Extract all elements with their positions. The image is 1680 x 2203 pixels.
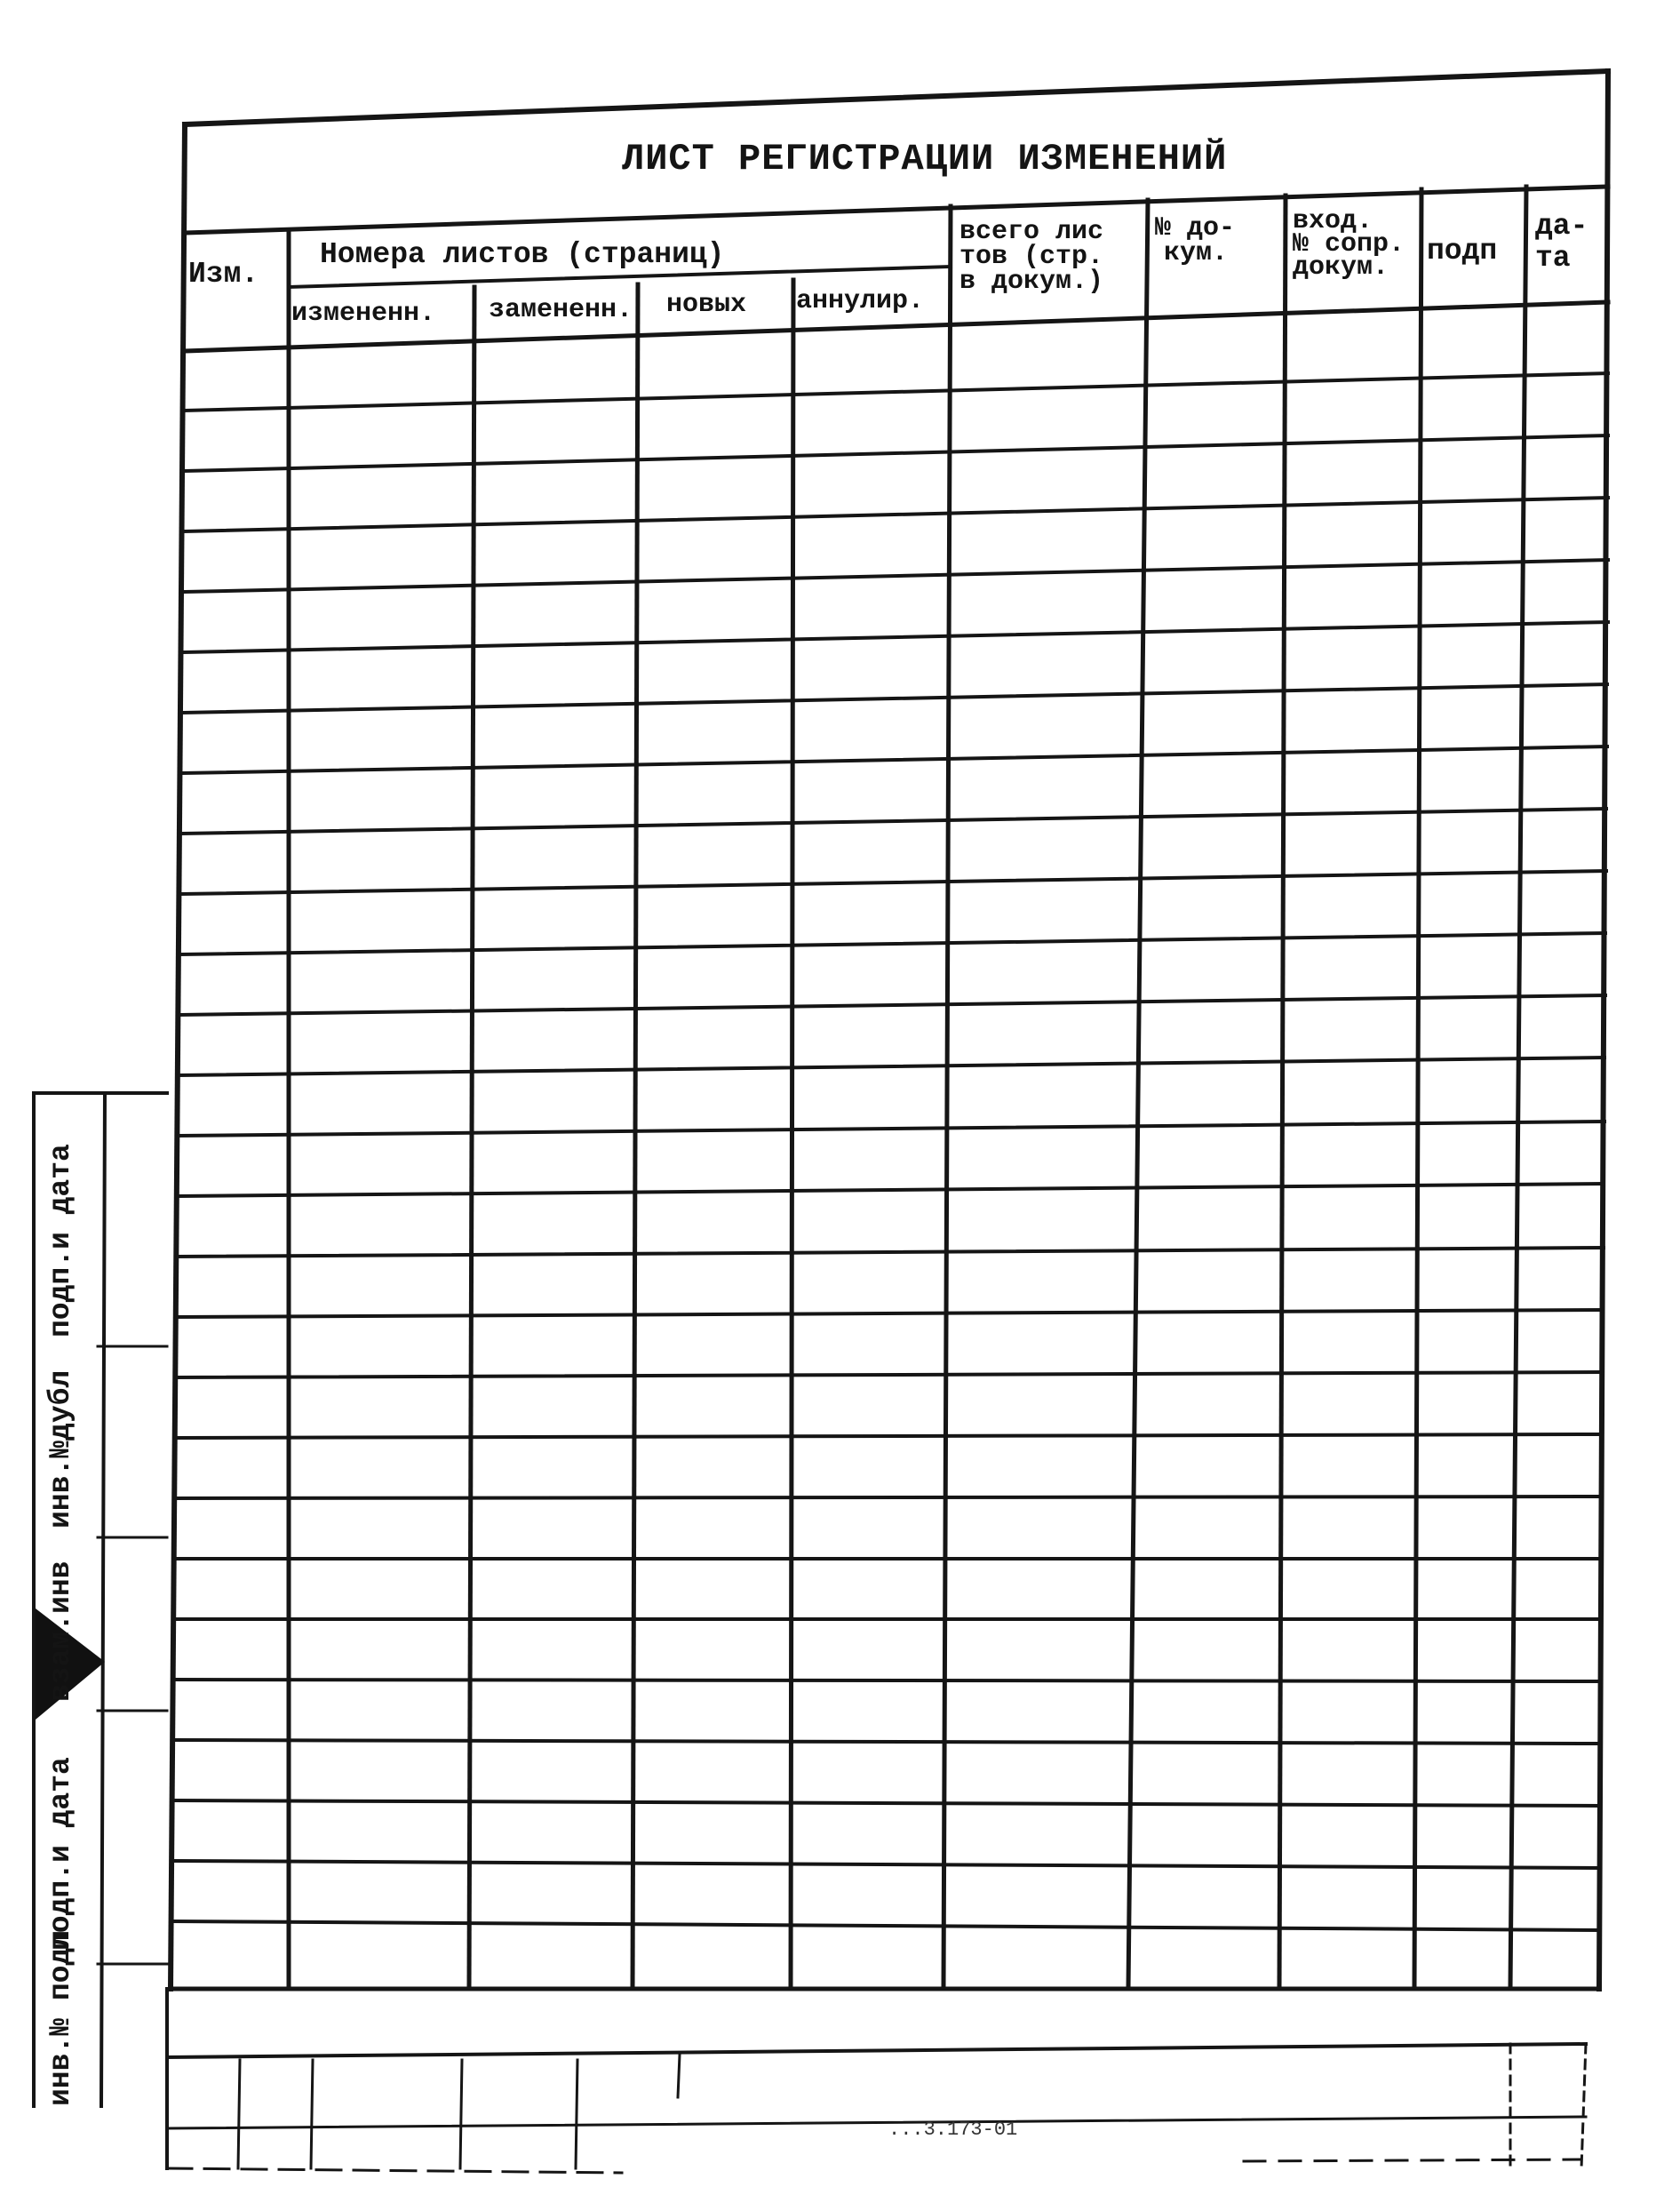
col-izmenen: измененн. — [291, 299, 436, 329]
col-vhod-line2: № сопр. — [1293, 229, 1405, 259]
col-novyh: новых — [666, 290, 747, 320]
col-vsego-line2: тов (стр. — [959, 242, 1104, 272]
col-vsego-line3: в докум.) — [959, 267, 1104, 297]
stamp-inv-dubl: инв.№дубл — [44, 1369, 77, 1529]
footer-doc-code: ...3.173-01 — [888, 2119, 1018, 2141]
stamp-vzam-inv: взам.инв — [44, 1560, 77, 1702]
stamp-podp-data-1: подп.и дата — [44, 1144, 77, 1337]
col-vsego-line1: всего лис — [959, 217, 1104, 247]
col-annulir: аннулир. — [796, 286, 925, 316]
col-data-line1: да- — [1535, 210, 1588, 243]
col-podp: подп — [1427, 235, 1498, 267]
page-title: ЛИСТ РЕГИСТРАЦИИ ИЗМЕНЕНИЙ — [622, 138, 1228, 180]
col-data-line2: та — [1535, 242, 1571, 275]
stamp-inv-podl: инв.№ подл — [44, 1929, 77, 2106]
col-group-nomera: Номера листов (страниц) — [320, 238, 725, 271]
col-zamenen: замененн. — [489, 295, 633, 325]
col-nodok-line2: кум. — [1164, 238, 1229, 268]
col-nodok-line1: № до- — [1155, 213, 1236, 243]
stamp-podp-data-2: подп.и дата — [44, 1757, 77, 1951]
col-vhod-line3: докум. — [1293, 252, 1389, 283]
col-izm: Изм. — [188, 258, 259, 291]
col-vhod-line1: вход. — [1293, 206, 1373, 236]
